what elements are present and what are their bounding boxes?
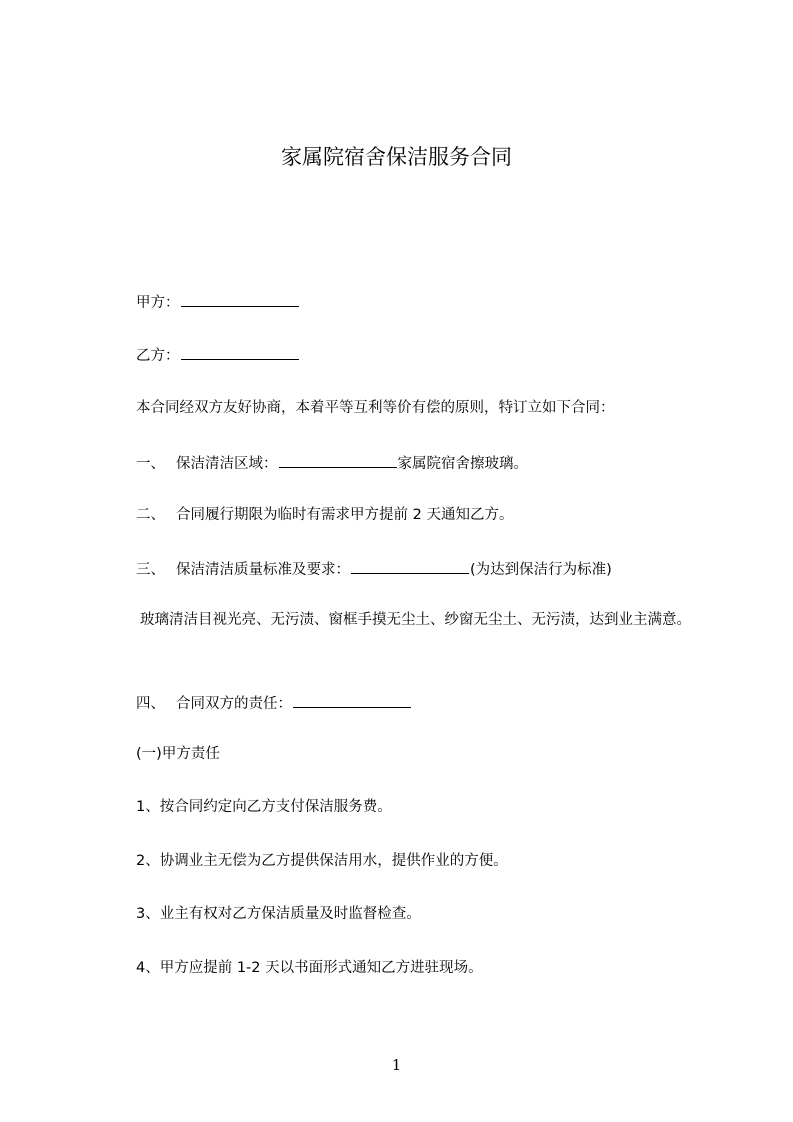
sub-heading: (一)甲方责任 bbox=[136, 746, 220, 762]
page-number: 1 bbox=[391, 1056, 402, 1074]
section-3 bbox=[136, 558, 612, 580]
section-3-number: 三、 bbox=[136, 562, 165, 578]
section-3-suffix: (为达到保洁行为标准) bbox=[470, 562, 612, 578]
party-a-line bbox=[136, 291, 300, 313]
list-item: 3、业主有权对乙方保洁质量及时监督检查。 bbox=[136, 906, 421, 922]
intro-paragraph: 本合同经双方友好协商，本着平等互利等价有偿的原则，特订立如下合同： bbox=[136, 400, 615, 416]
section-4 bbox=[136, 692, 412, 714]
list-item: 2、协调业主无偿为乙方提供保洁用水，提供作业的方便。 bbox=[136, 853, 508, 869]
section-2 bbox=[136, 505, 513, 525]
party-a-blank bbox=[181, 291, 299, 307]
section-4-label: 合同双方的责任： bbox=[176, 696, 292, 712]
section-1 bbox=[136, 452, 528, 474]
section-2-text: 合同履行期限为临时有需求甲方提前 2 天通知乙方。 bbox=[176, 507, 514, 523]
party-b-blank bbox=[181, 344, 299, 360]
section-3-label: 保洁清洁质量标准及要求： bbox=[176, 562, 350, 578]
quality-paragraph: 玻璃清洁目视光亮、无污渍、窗框手摸无尘土、纱窗无尘土、无污渍，达到业主满意。 bbox=[140, 612, 691, 628]
section-1-suffix: 家属院宿舍擦玻璃。 bbox=[397, 456, 528, 472]
section-1-label: 保洁清洁区域： bbox=[176, 456, 278, 472]
section-1-blank bbox=[279, 452, 397, 468]
section-2-number: 二、 bbox=[136, 507, 165, 523]
section-1-number: 一、 bbox=[136, 456, 165, 472]
section-3-blank bbox=[351, 558, 469, 574]
party-a-label: 甲方： bbox=[136, 295, 180, 311]
list-item: 4、甲方应提前 1-2 天以书面形式通知乙方进驻现场。 bbox=[136, 960, 483, 976]
section-4-number: 四、 bbox=[136, 696, 165, 712]
document-title: 家属院宿舍保洁服务合同 bbox=[281, 145, 512, 169]
party-b-label: 乙方： bbox=[136, 348, 180, 364]
list-item: 1、按合同约定向乙方支付保洁服务费。 bbox=[136, 799, 392, 815]
party-b-line bbox=[136, 344, 300, 366]
section-4-blank bbox=[293, 692, 411, 708]
